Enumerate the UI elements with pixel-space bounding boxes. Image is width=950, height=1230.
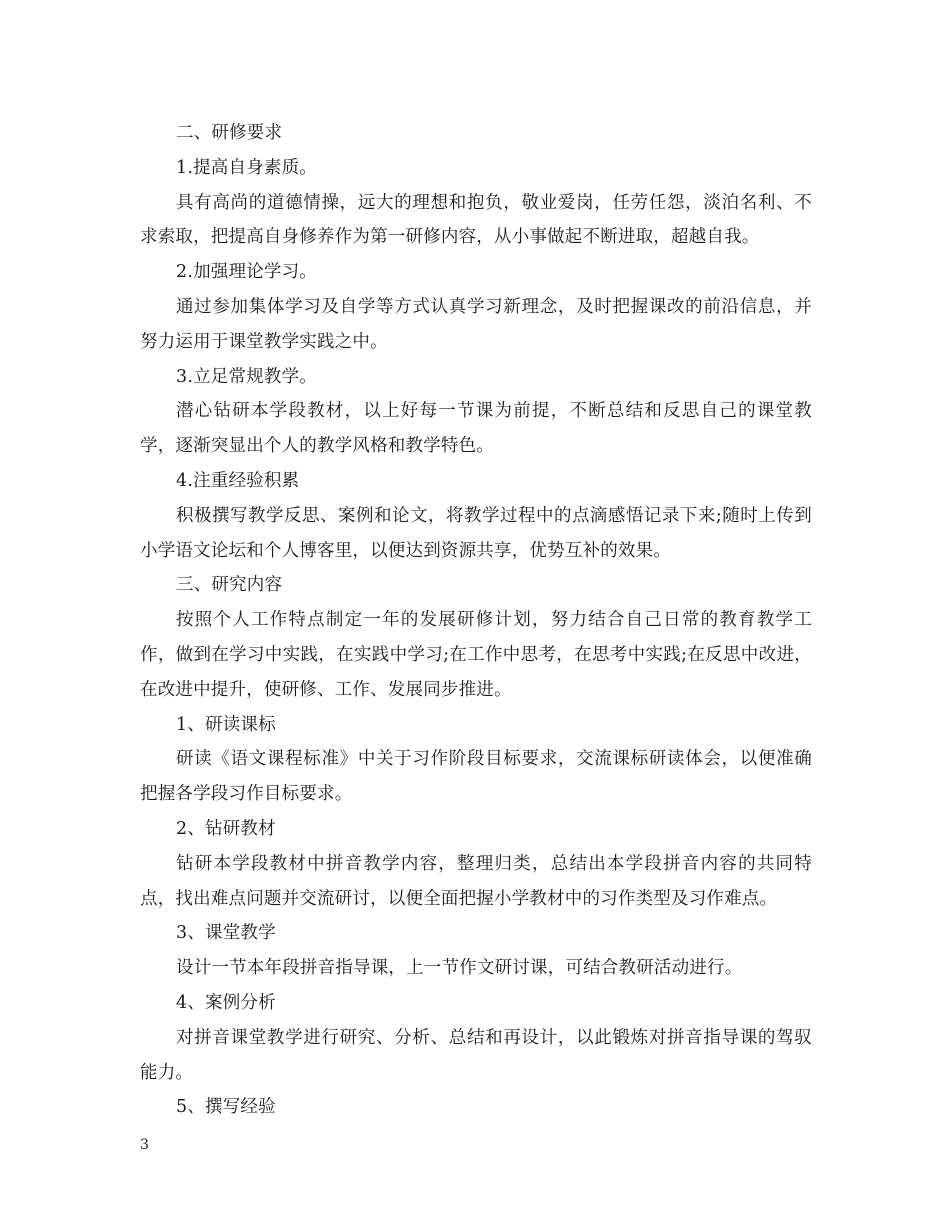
subheading: 3.立足常规教学。 [176, 366, 317, 387]
subheading: 1.提高自身素质。 [176, 157, 317, 178]
body-paragraph: 通过参加集体学习及自学等方式认真学习新理念，及时把握课改的前沿信息，并努力运用于课堂教学实践之中。 [140, 296, 812, 352]
body-paragraph: 对拼音课堂教学进行研究、分析、总结和再设计，以此锻炼对拼音指导课的驾驭能力。 [140, 1027, 812, 1083]
subheading: 1、研读课标 [176, 714, 276, 735]
section-heading: 二、研修要求 [176, 123, 283, 143]
subheading: 3、课堂教学 [176, 923, 276, 944]
document-body [140, 116, 812, 1125]
subheading: 5、撰写经验 [176, 1097, 276, 1118]
body-paragraph: 潜心钻研本学段教材，以上好每一节课为前提，不断总结和反思自己的课堂教学，逐渐突显出个人的教学风格和教学特色。 [140, 401, 812, 457]
body-paragraph: 钻研本学段教材中拼音教学内容，整理归类，总结出本学段拼音内容的共同特点，找出难点问题并交流研讨，以便全面把握小学教材中的习作类型及习作难点。 [140, 853, 812, 909]
subheading: 4、案例分析 [176, 992, 276, 1013]
body-paragraph: 研读《语文课程标准》中关于习作阶段目标要求，交流课标研读体会，以便准确把握各学段习作目标要求。 [140, 749, 812, 805]
body-paragraph: 设计一节本年段拼音指导课，上一节作文研讨课，可结合教研活动进行。 [176, 958, 743, 979]
section-heading: 三、研究内容 [176, 575, 283, 596]
subheading: 4.注重经验积累 [176, 470, 300, 491]
body-paragraph: 积极撰写教学反思、案例和论文，将教学过程中的点滴感悟记录下来;随时上传到小学语文论坛和个人博客里，以便达到资源共享，优势互补的效果。 [140, 505, 812, 561]
body-paragraph: 具有高尚的道德情操，远大的理想和抱负，敬业爱岗，任劳任怨，淡泊名利、不求索取，把提高自身修养作为第一研修内容，从小事做起不断进取，超越自我。 [140, 192, 812, 248]
body-paragraph: 按照个人工作特点制定一年的发展研修计划，努力结合自己日常的教育教学工作，做到在学习中实践，在实践中学习;在工作中思考，在思考中实践;在反思中改进，在改进中提升，使研修、工作、发展同步推进。 [140, 610, 812, 700]
page-number: 3 [140, 1137, 149, 1153]
subheading: 2、钻研教材 [176, 818, 276, 839]
subheading: 2.加强理论学习。 [176, 262, 317, 283]
